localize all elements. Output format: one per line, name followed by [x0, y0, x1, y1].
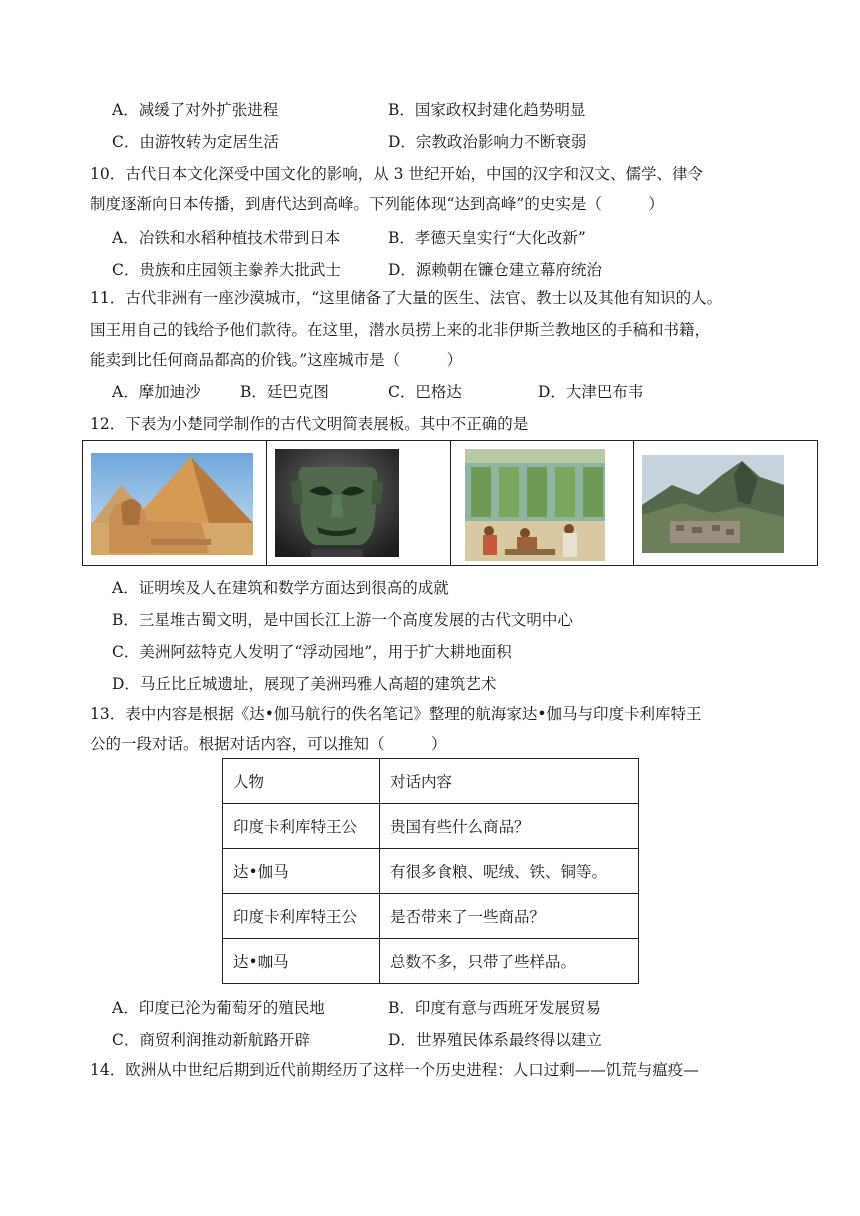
q10-option-d[interactable]: D．源赖朝在镰仓建立幕府统治 — [388, 261, 602, 279]
q12-option-c[interactable]: C．美洲阿兹特克人发明了“浮动园地”，用于扩大耕地面积 — [112, 643, 512, 661]
table-cell: 达•咖马 — [223, 939, 380, 984]
floating-gardens-painting — [465, 449, 605, 561]
table-row — [223, 849, 639, 894]
q12-stem: 12．下表为小楚同学制作的古代文明简表展板。其中不正确的是 — [90, 415, 529, 433]
q10-option-a[interactable]: A．冶铁和水稻种植技术带到日本 — [112, 229, 341, 247]
sphinx-pyramids-photo — [91, 453, 253, 555]
table-header-cell: 对话内容 — [380, 759, 639, 804]
table-cell: 达•伽马 — [223, 849, 380, 894]
q10-stem-line2: 制度逐渐向日本传播，到唐代达到高峰。下列能体现“达到高峰”的史实是（ ） — [90, 195, 664, 213]
q12-cell-4 — [634, 441, 817, 565]
q11-stem-line1: 11．古代非洲有一座沙漠城市，“这里储备了大量的医生、法官、教士以及其他有知识的人。 — [90, 289, 723, 307]
q11-option-a[interactable]: A．摩加迪沙 — [112, 383, 201, 401]
q13-option-b[interactable]: B．印度有意与西班牙发展贸易 — [388, 999, 601, 1017]
table-cell: 印度卡利库特王公 — [223, 894, 380, 939]
q11-option-c[interactable]: C．巴格达 — [388, 383, 462, 401]
table-cell: 贵国有些什么商品？ — [380, 804, 639, 849]
q11-stem-line3: 能卖到比任何商品都高的价钱。”这座城市是（ ） — [90, 351, 463, 369]
q12-cell-2 — [267, 441, 451, 565]
q12-option-b[interactable]: B．三星堆古蜀文明，是中国长江上游一个高度发展的古代文明中心 — [112, 611, 573, 629]
q13-stem-line1: 13．表中内容是根据《达•伽马航行的佚名笔记》整理的航海家达•伽马与印度卡利库特王 — [90, 705, 702, 723]
q11-option-d[interactable]: D．大津巴布韦 — [538, 383, 644, 401]
table-row — [223, 894, 639, 939]
q9-option-d[interactable]: D．宗教政治影响力不断衰弱 — [388, 133, 587, 151]
q10-stem-line1: 10．古代日本文化深受中国文化的影响，从 3 世纪开始，中国的汉字和汉文、儒学、律令 — [90, 165, 703, 183]
q10-option-c[interactable]: C．贵族和庄园领主豢养大批武士 — [112, 261, 341, 279]
table-header-row — [223, 759, 639, 804]
q12-image-table — [82, 440, 818, 566]
table-header-cell: 人物 — [223, 759, 380, 804]
q9-option-b[interactable]: B．国家政权封建化趋势明显 — [388, 101, 586, 119]
q12-cell-3 — [451, 441, 635, 565]
table-row — [223, 939, 639, 984]
q9-option-a[interactable]: A．减缓了对外扩张进程 — [112, 101, 279, 119]
table-cell: 有很多食粮、呢绒、铁、铜等。 — [380, 849, 639, 894]
q11-option-b[interactable]: B．廷巴克图 — [240, 383, 329, 401]
bronze-mask-photo — [275, 449, 399, 557]
table-cell: 印度卡利库特王公 — [223, 804, 380, 849]
table-cell: 是否带来了一些商品？ — [380, 894, 639, 939]
q14-stem-line1: 14．欧洲从中世纪后期到近代前期经历了这样一个历史进程：人口过剩——饥荒与瘟疫— — [90, 1061, 699, 1079]
q13-option-d[interactable]: D．世界殖民体系最终得以建立 — [388, 1031, 602, 1049]
q13-stem-line2: 公的一段对话。根据对话内容，可以推知（ ） — [90, 735, 447, 753]
q9-option-c[interactable]: C．由游牧转为定居生活 — [112, 133, 279, 151]
machu-picchu-photo — [642, 455, 784, 553]
q12-option-d[interactable]: D．马丘比丘城遗址，展现了美洲玛雅人高超的建筑艺术 — [112, 675, 497, 693]
q13-dialogue-table — [222, 758, 639, 984]
q12-cell-1 — [83, 441, 267, 565]
q10-option-b[interactable]: B．孝德天皇实行“大化改新” — [388, 229, 586, 247]
q12-option-a[interactable]: A．证明埃及人在建筑和数学方面达到很高的成就 — [112, 579, 449, 597]
q13-option-c[interactable]: C．商贸利润推动新航路开辟 — [112, 1031, 310, 1049]
q11-stem-line2: 国王用自己的钱给予他们款待。在这里，潜水员捞上来的北非伊斯兰教地区的手稿和书籍， — [90, 321, 711, 339]
table-cell: 总数不多，只带了些样品。 — [380, 939, 639, 984]
q13-option-a[interactable]: A．印度已沦为葡萄牙的殖民地 — [112, 999, 325, 1017]
table-row — [223, 804, 639, 849]
